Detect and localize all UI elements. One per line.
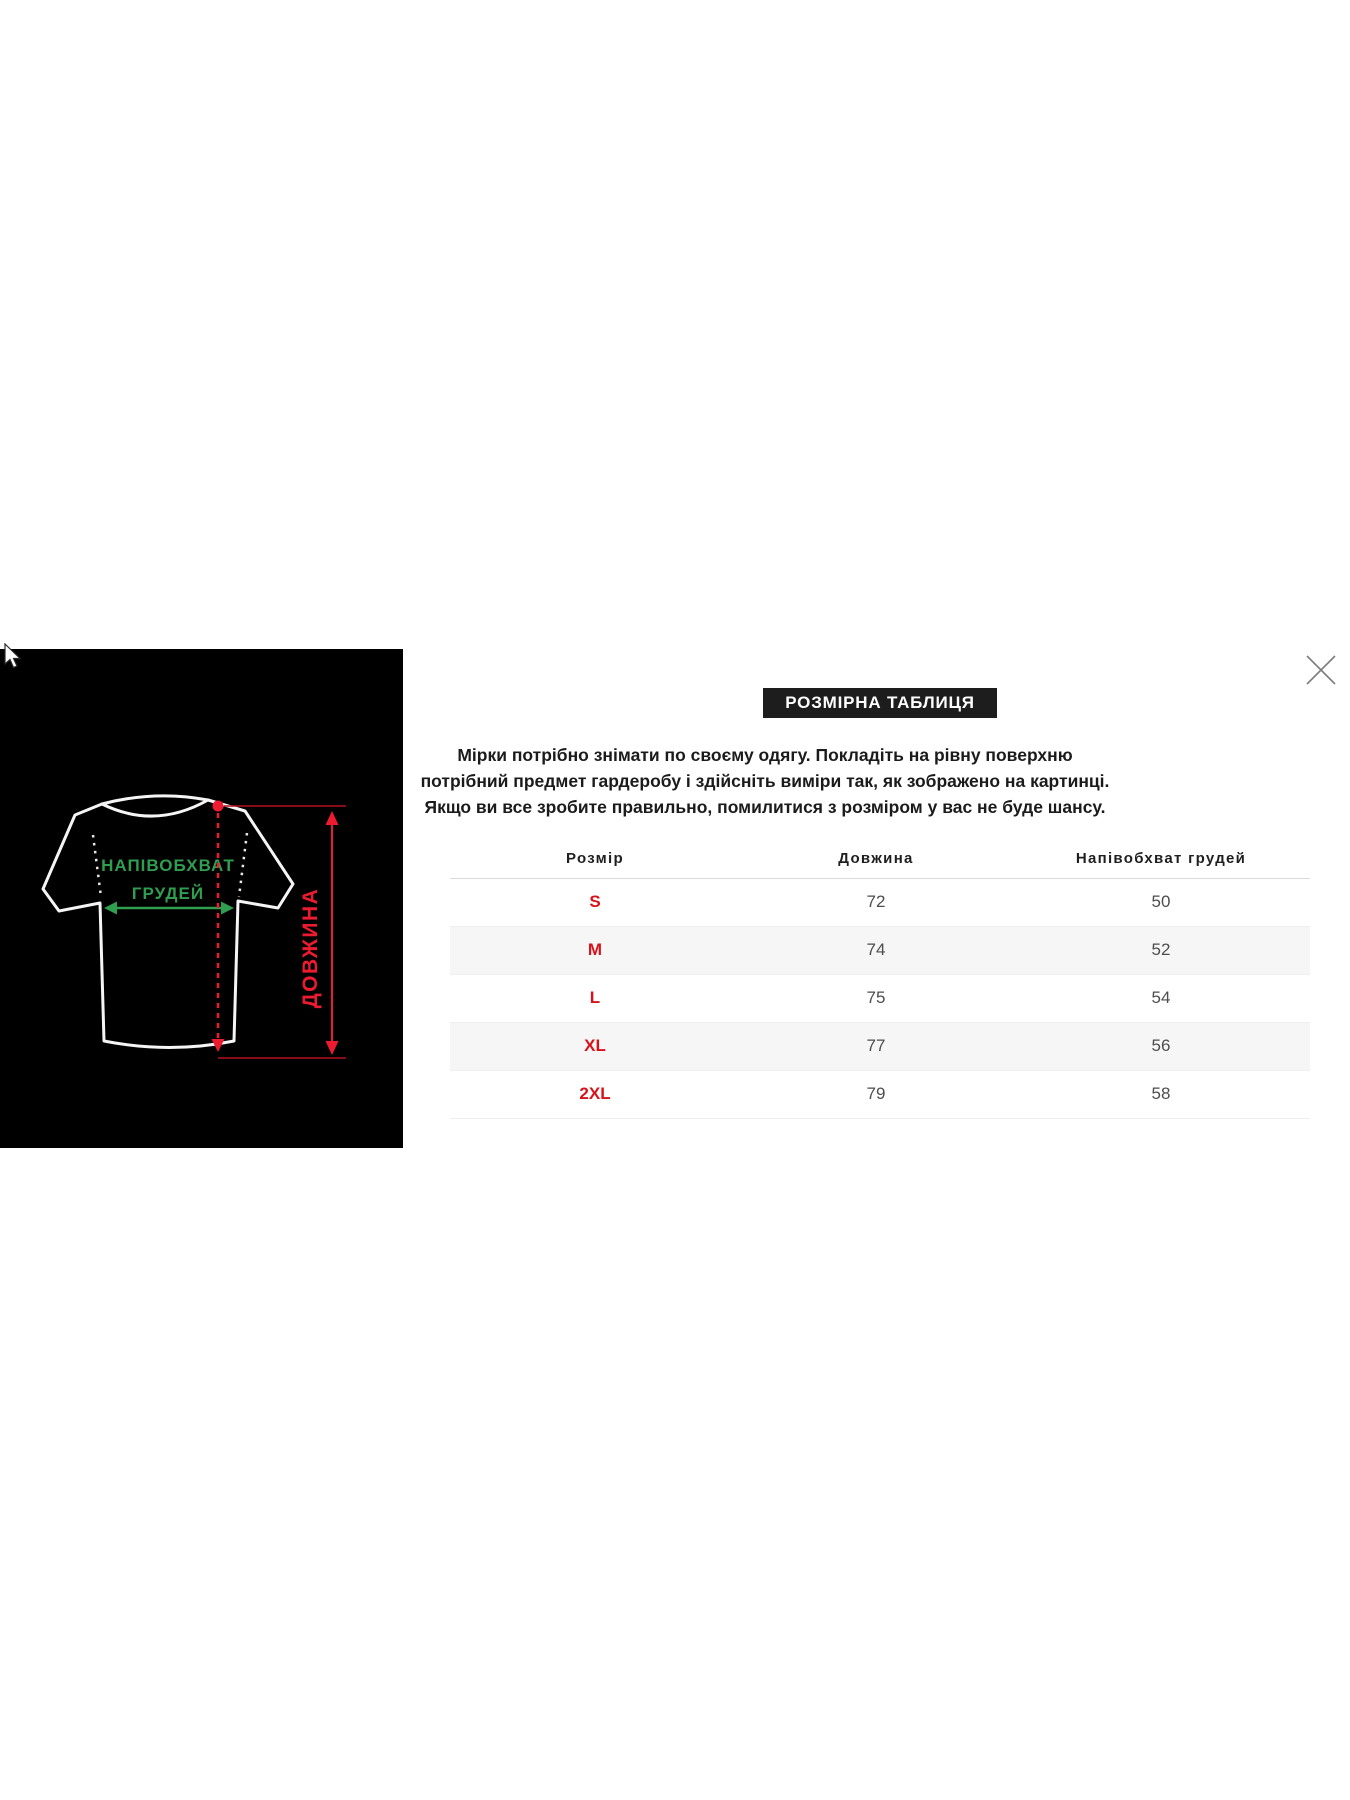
size-table bbox=[450, 840, 1310, 1119]
table-row bbox=[450, 878, 1310, 926]
table-row bbox=[450, 974, 1310, 1022]
length-value: 77 bbox=[740, 1022, 1012, 1070]
chest-label-line1: НАПІВОБХВАТ bbox=[101, 856, 235, 875]
size-value: L bbox=[450, 974, 740, 1022]
size-value: 2XL bbox=[450, 1070, 740, 1118]
chest-label-line2: ГРУДЕЙ bbox=[131, 884, 205, 903]
chest-value: 56 bbox=[1012, 1022, 1310, 1070]
column-header-length: Довжина bbox=[740, 840, 1012, 878]
size-value: XL bbox=[450, 1022, 740, 1070]
size-diagram-image bbox=[0, 649, 403, 1148]
chest-value: 54 bbox=[1012, 974, 1310, 1022]
length-label: ДОВЖИНА bbox=[299, 887, 322, 1009]
chest-value: 50 bbox=[1012, 878, 1310, 926]
table-row bbox=[450, 1070, 1310, 1118]
column-header-chest: Напівобхват грудей bbox=[1012, 840, 1310, 878]
chest-value: 52 bbox=[1012, 926, 1310, 974]
length-value: 75 bbox=[740, 974, 1012, 1022]
mouse-cursor-icon bbox=[3, 643, 23, 671]
table-row bbox=[450, 1022, 1310, 1070]
tshirt-diagram-icon bbox=[0, 649, 403, 1148]
modal-title: РОЗМІРНА ТАБЛИЦЯ bbox=[763, 688, 996, 718]
length-top-dot bbox=[213, 801, 224, 812]
close-button[interactable] bbox=[1304, 653, 1338, 687]
size-value: M bbox=[450, 926, 740, 974]
length-value: 79 bbox=[740, 1070, 1012, 1118]
size-table-header-row bbox=[450, 840, 1310, 878]
chest-value: 58 bbox=[1012, 1070, 1310, 1118]
column-header-size: Розмір bbox=[450, 840, 740, 878]
length-value: 74 bbox=[740, 926, 1012, 974]
modal-description: Мірки потрібно знімати по своєму одягу. Покладіть на рівну поверхню потрібний предмет гардеробу і здійсніть виміри так, як зображено на картинці. Якщо ви все зробите правильно, помилитися з розміром у вас не буде шансу. bbox=[420, 745, 1110, 817]
table-row bbox=[450, 926, 1310, 974]
length-value: 72 bbox=[740, 878, 1012, 926]
size-value: S bbox=[450, 878, 740, 926]
modal-title-row bbox=[450, 688, 1310, 718]
close-x-icon bbox=[1304, 653, 1338, 687]
